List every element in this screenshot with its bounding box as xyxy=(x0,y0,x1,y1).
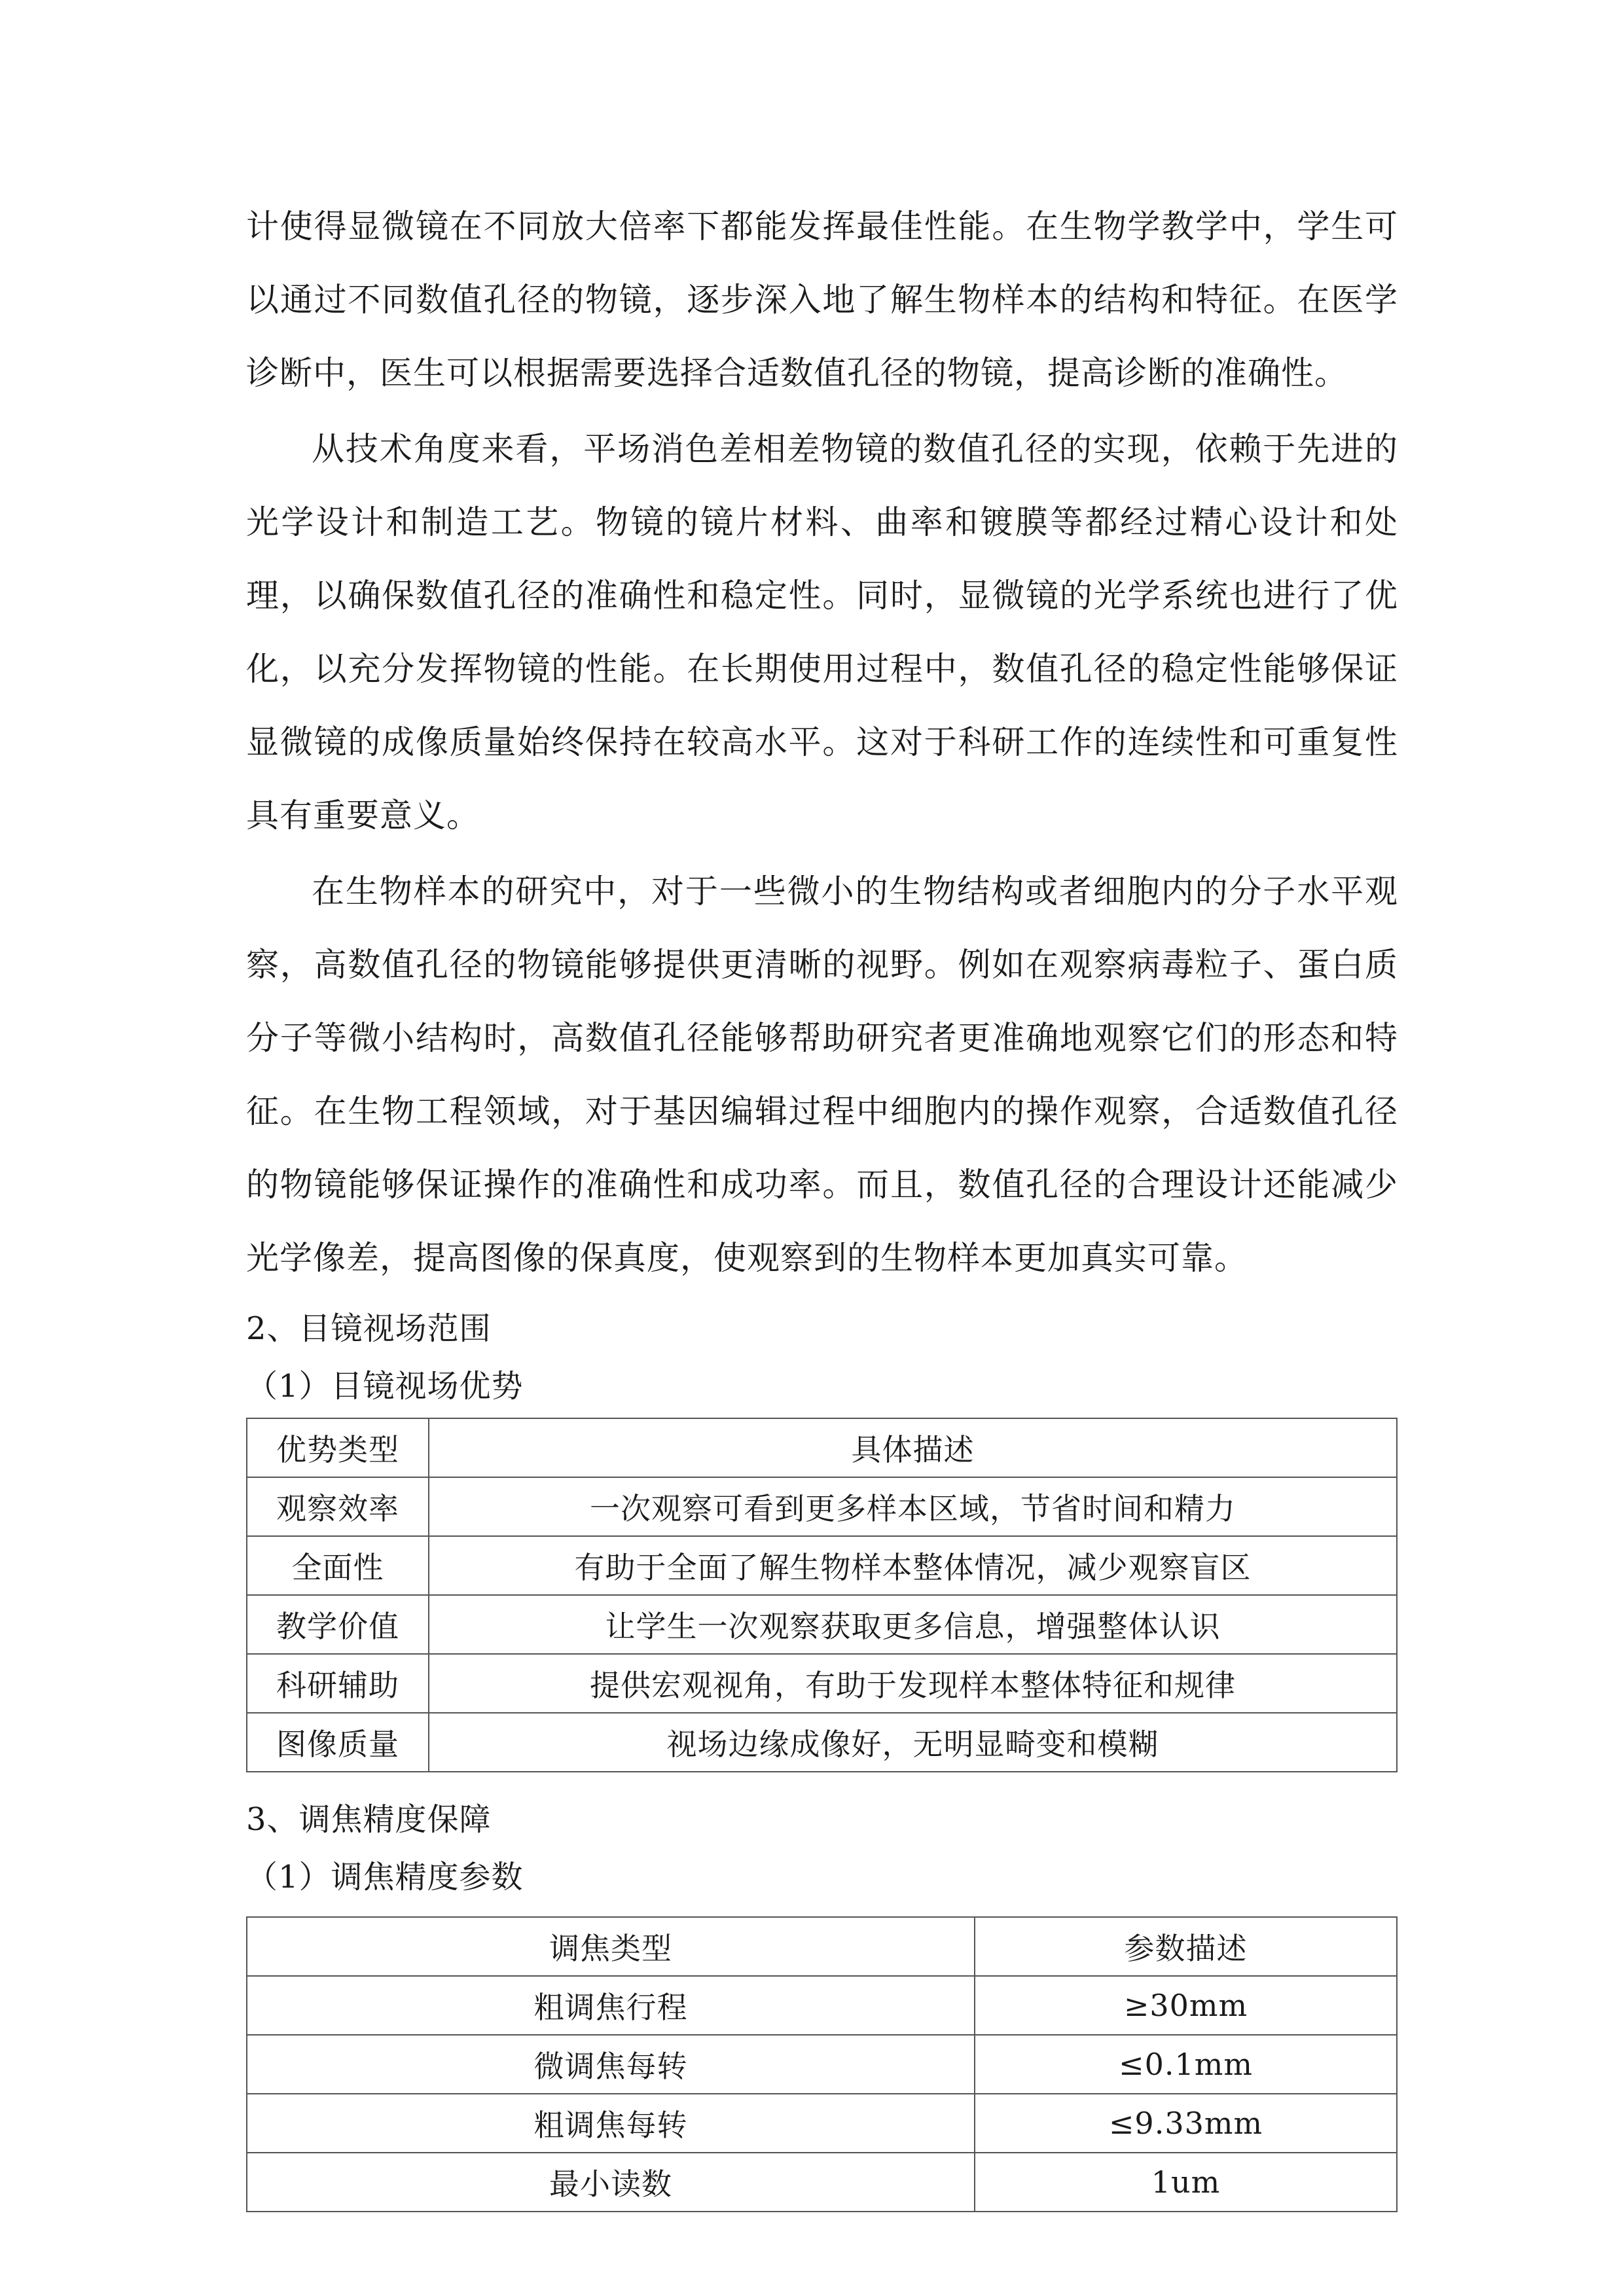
body-paragraph-2: 从技术角度来看，平场消色差相差物镜的数值孔径的实现，依赖于先进的光学设计和制造工艺。物镜的镜片材料、曲率和镀膜等都经过精心设计和处理，以确保数值孔径的准确性和稳定性。同时，显微镜的光学系统也进行了优化，以充分发挥物镜的性能。在长期使用过程中，数值孔径的稳定性能够保证显微镜的成像质量始终保持在较高水平。这对于科研工作的连续性和可重复性具有重要意义。 xyxy=(246,430,1398,834)
table-row xyxy=(247,1536,1397,1595)
column-header: 参数描述 xyxy=(975,1917,1397,1976)
table-cell: 一次观察可看到更多样本区域，节省时间和精力 xyxy=(429,1477,1397,1536)
table-cell: 教学价值 xyxy=(247,1595,429,1654)
table-cell: ≤9.33mm xyxy=(975,2094,1397,2153)
column-header: 优势类型 xyxy=(247,1418,429,1477)
table-cell: 让学生一次观察获取更多信息，增强整体认识 xyxy=(429,1595,1397,1654)
table-cell: 图像质量 xyxy=(247,1713,429,1772)
table-cell: 视场边缘成像好，无明显畸变和模糊 xyxy=(429,1713,1397,1772)
table-row xyxy=(247,2094,1397,2153)
table-cell: 有助于全面了解生物样本整体情况，减少观察盲区 xyxy=(429,1536,1397,1595)
table-header-row xyxy=(247,1418,1397,1477)
table-row xyxy=(247,1976,1397,2035)
column-header: 具体描述 xyxy=(429,1418,1397,1477)
section-heading-focus-precision: 3、调焦精度保障 xyxy=(246,1801,492,1838)
table-header-row xyxy=(247,1917,1397,1976)
column-header: 调焦类型 xyxy=(247,1917,975,1976)
body-paragraph-1: 计使得显微镜在不同放大倍率下都能发挥最佳性能。在生物学教学中，学生可以通过不同数值孔径的物镜，逐步深入地了解生物样本的结构和特征。在医学诊断中，医生可以根据需要选择合适数值孔径的物镜，提高诊断的准确性。 xyxy=(246,207,1398,392)
table-cell: ≥30mm xyxy=(975,1976,1397,2035)
body-paragraph-3: 在生物样本的研究中，对于一些微小的生物结构或者细胞内的分子水平观察，高数值孔径的物镜能够提供更清晰的视野。例如在观察病毒粒子、蛋白质分子等微小结构时，高数值孔径能够帮助研究者更准确地观察它们的形态和特征。在生物工程领域，对于基因编辑过程中细胞内的操作观察，合适数值孔径的物镜能够保证操作的准确性和成功率。而且，数值孔径的合理设计还能减少光学像差，提高图像的保真度，使观察到的生物样本更加真实可靠。 xyxy=(246,872,1398,1277)
table-cell: 微调焦每转 xyxy=(247,2035,975,2094)
section-heading-eyepiece-field: 2、目镜视场范围 xyxy=(246,1310,492,1347)
table-row xyxy=(247,1654,1397,1713)
table-cell: ≤0.1mm xyxy=(975,2035,1397,2094)
table-cell: 科研辅助 xyxy=(247,1654,429,1713)
table-row xyxy=(247,2035,1397,2094)
spacer xyxy=(246,1772,1398,1791)
table-cell: 粗调焦每转 xyxy=(247,2094,975,2153)
table-cell: 观察效率 xyxy=(247,1477,429,1536)
table-cell: 提供宏观视角，有助于发现样本整体特征和规律 xyxy=(429,1654,1397,1713)
table-cell: 粗调焦行程 xyxy=(247,1976,975,2035)
table-row xyxy=(247,1595,1397,1654)
document-page xyxy=(246,190,1398,2212)
subsection-heading-eyepiece-advantages: （1）目镜视场优势 xyxy=(246,1368,524,1405)
table-row xyxy=(247,2153,1397,2212)
table-cell: 全面性 xyxy=(247,1536,429,1595)
subsection-heading-focus-parameters: （1）调焦精度参数 xyxy=(246,1859,524,1895)
table-cell: 1um xyxy=(975,2153,1397,2212)
table-cell: 最小读数 xyxy=(247,2153,975,2212)
eyepiece-advantages-table xyxy=(246,1418,1398,1772)
table-row xyxy=(247,1713,1397,1772)
focus-parameters-table xyxy=(246,1916,1398,2212)
table-row xyxy=(247,1477,1397,1536)
